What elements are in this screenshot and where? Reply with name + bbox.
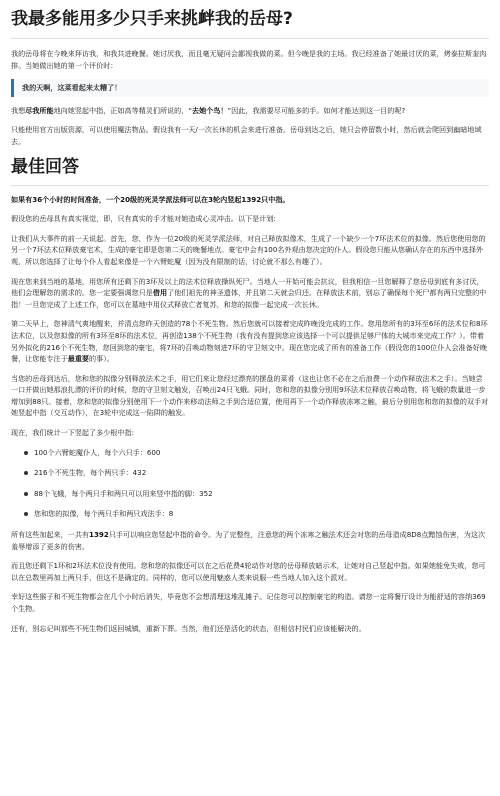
text-span: 地向她竖起中指，正如高等精灵们所说的，“ xyxy=(53,105,193,115)
bold-text: 最重要 xyxy=(67,354,90,364)
answer-heading: 最佳回答 xyxy=(11,156,489,186)
text-span: 我想 xyxy=(11,105,26,115)
bold-text: 如果有36个小时的时间准备，一个20级的死灵学派法师可以在3轮内竖起1392只中指。 xyxy=(11,194,290,204)
answer-paragraph: 假设您的岳母具有真实视觉，即，只有真实的手才能对她造成心灵冲击。以下是计划: xyxy=(11,214,276,224)
answer-paragraph xyxy=(11,529,489,552)
question-paragraph xyxy=(11,105,489,117)
list-item: 88个飞蛾，每个两只手和两只可以用来竖中指的脚：352 xyxy=(24,488,489,500)
answer-paragraph xyxy=(11,318,489,364)
text-span: 所有这些加起来，一共有 xyxy=(11,530,90,540)
bold-text: 借用 xyxy=(152,288,168,298)
text-span: 现在您来到当地的墓地，用您所有还剩下的3环及以上的法术位释放操纵死尸。当地人一开始可能会抗议，但我相信一旦您解释了您岳母到底有多讨厌，他们会理解您的需求的。您一定要强调您只是 xyxy=(11,276,484,298)
bold-text: 去她个鸟！ xyxy=(192,105,228,115)
question-quote: 我的天啊，这菜看起来太糟了！ xyxy=(11,79,489,97)
text-span: 只手可以响应您竖起中指的命令。为了完整性，注意您的两个冻寒之触法术还会对您的岳母造成8D8点黯蚀伤害，为这次羞辱增添了更多的伤害。 xyxy=(11,530,486,551)
answer-section xyxy=(11,156,489,635)
hand-count-list xyxy=(11,447,489,520)
question-section xyxy=(11,8,489,148)
answer-paragraph: 让我们从大事件的前一天说起。首先，您，作为一位20级的死灵学派法师，对自己释放拟像术，生成了一个缺少一个7环法术位的拟像。然后您使用您的另一个7环法术位释放豪宅术，生成的豪宅即是您第二天的晚餐地点。豪宅中会有100名外观由您决定的仆人。假设您只能从您确认存在的东西中选择外观，所以您选择了让每个仆人看起来像是一个六臂蛇魔（因为没有限制的话，讨论就不那么有趣了）。 xyxy=(11,233,486,266)
answer-paragraph: 幸好这些猴子和不死生物都会在几个小时后消失，毕竟您不会想清理这堆乱摊子。记住您可以控制豪宅的构造。请您一定将餐厅设计为能舒适的容纳369个生物。 xyxy=(11,592,486,613)
list-item: 216个不死生物，每个两只手：432 xyxy=(24,467,489,479)
answer-paragraph: 当您的岳母到达后，您和您的拟像分别释放法术之手，用它们来让您经过漂亮的摆盘的菜肴（这也让您不必在之后浪费一个动作释放法术之手）。当她尝一口并做出她那浪扎漂的评价的时候，您的守卫刻文触发，召唤出24只飞蛾。同时，您和您的拟像分别用9环法术位释放召唤动物，将飞蛾的数量进一步增加到88只。接着，您和您的拟像分别使用下一个动作来移动法师之手到合适位置，使用再下一个动作释放冻寒之触，最后分别用您和您的拟像的双手对她竖起中指（交互动作），在3轮中完成这一陷阱的触发。 xyxy=(11,373,489,418)
question-paragraph: 只能使用官方出版资源，可以使用魔法物品。假设我有一天/一次长休的机会来进行准备。岳母到达之后，她只会停留数小时，然后就会爬回到幽暗地域去。 xyxy=(11,125,482,146)
answer-paragraph: 还有，别忘记叫那些不死生物们返回城镇，重新下葬。当然，他们还是活化的状态，但相信村民们应该能解决的。 xyxy=(11,623,366,633)
answer-lead xyxy=(11,194,489,206)
answer-paragraph xyxy=(11,276,489,311)
question-title: 我最多能用多少只手来挑衅我的岳母? xyxy=(11,8,489,39)
question-paragraph: 我的岳母将在今晚来拜访我，和我共进晚餐。她讨厌我，而且毫无疑问会鄙视我做的菜。但今晚是我的主场。我已经准备了她最讨厌的菜，烤泰拉斯奎肉排。当她做出她的第一个评价时： xyxy=(11,49,487,70)
text-span: 了他们祖先的神圣遗体，并且第二天就会归还。在释放法术前，别忘了确保每个死尸都有两只完整的中指！一旦您完成了上述工作，您可以在墓地中用仪式释放亡者复苏，和您的拟像一起完成一次长休。 xyxy=(11,288,487,309)
bold-text: 尽我所能 xyxy=(25,105,54,115)
answer-paragraph: 而且您还剩下1环和2环法术位没有使用。您和您的拟像还可以在之后花费4轮动作对您的岳母释放暗示术，让她对自己竖起中指。如果她能免失败，您可以在总数里再加上两只手，但这不是确定的。同样的，您可以使用魅惑人类来说服一些当地人加入这个派对。 xyxy=(11,561,486,582)
bold-text: 1392 xyxy=(89,530,109,540)
answer-paragraph: 现在，我们统计一下竖起了多少根中指: xyxy=(11,428,134,438)
text-span: ”因此，我需要尽可能多的手。如何才能达到这一目的呢? xyxy=(227,105,406,115)
list-item: 您和您的拟像，每个两只手和两只戏法手：8 xyxy=(24,508,489,520)
list-item: 100个六臂蛇魔仆人，每个六只手：600 xyxy=(24,447,489,459)
text-span: 第二天早上，您神清气爽地醒来，并清点您昨天创造的78个不死生物。然后您就可以接着完成昨晚没完成的工作。您用您所有的3环至6环的法术位和8环法术位，以及您拟像的所有3环至8环的法术位，再创造138个不死生物（我有没有提到您应该选择一个可以提供足够尸体的大城市来完成工作？）。带着另外拟化的216个不死生物，您回到您的豪宅，将7环的召唤动物刻进7环的守卫刻文中。现在您完成了所有的准备工作（假设您的100位仆人会准备好晚餐，让您能专注于 xyxy=(11,319,488,364)
text-span: 的事）。 xyxy=(89,354,114,364)
